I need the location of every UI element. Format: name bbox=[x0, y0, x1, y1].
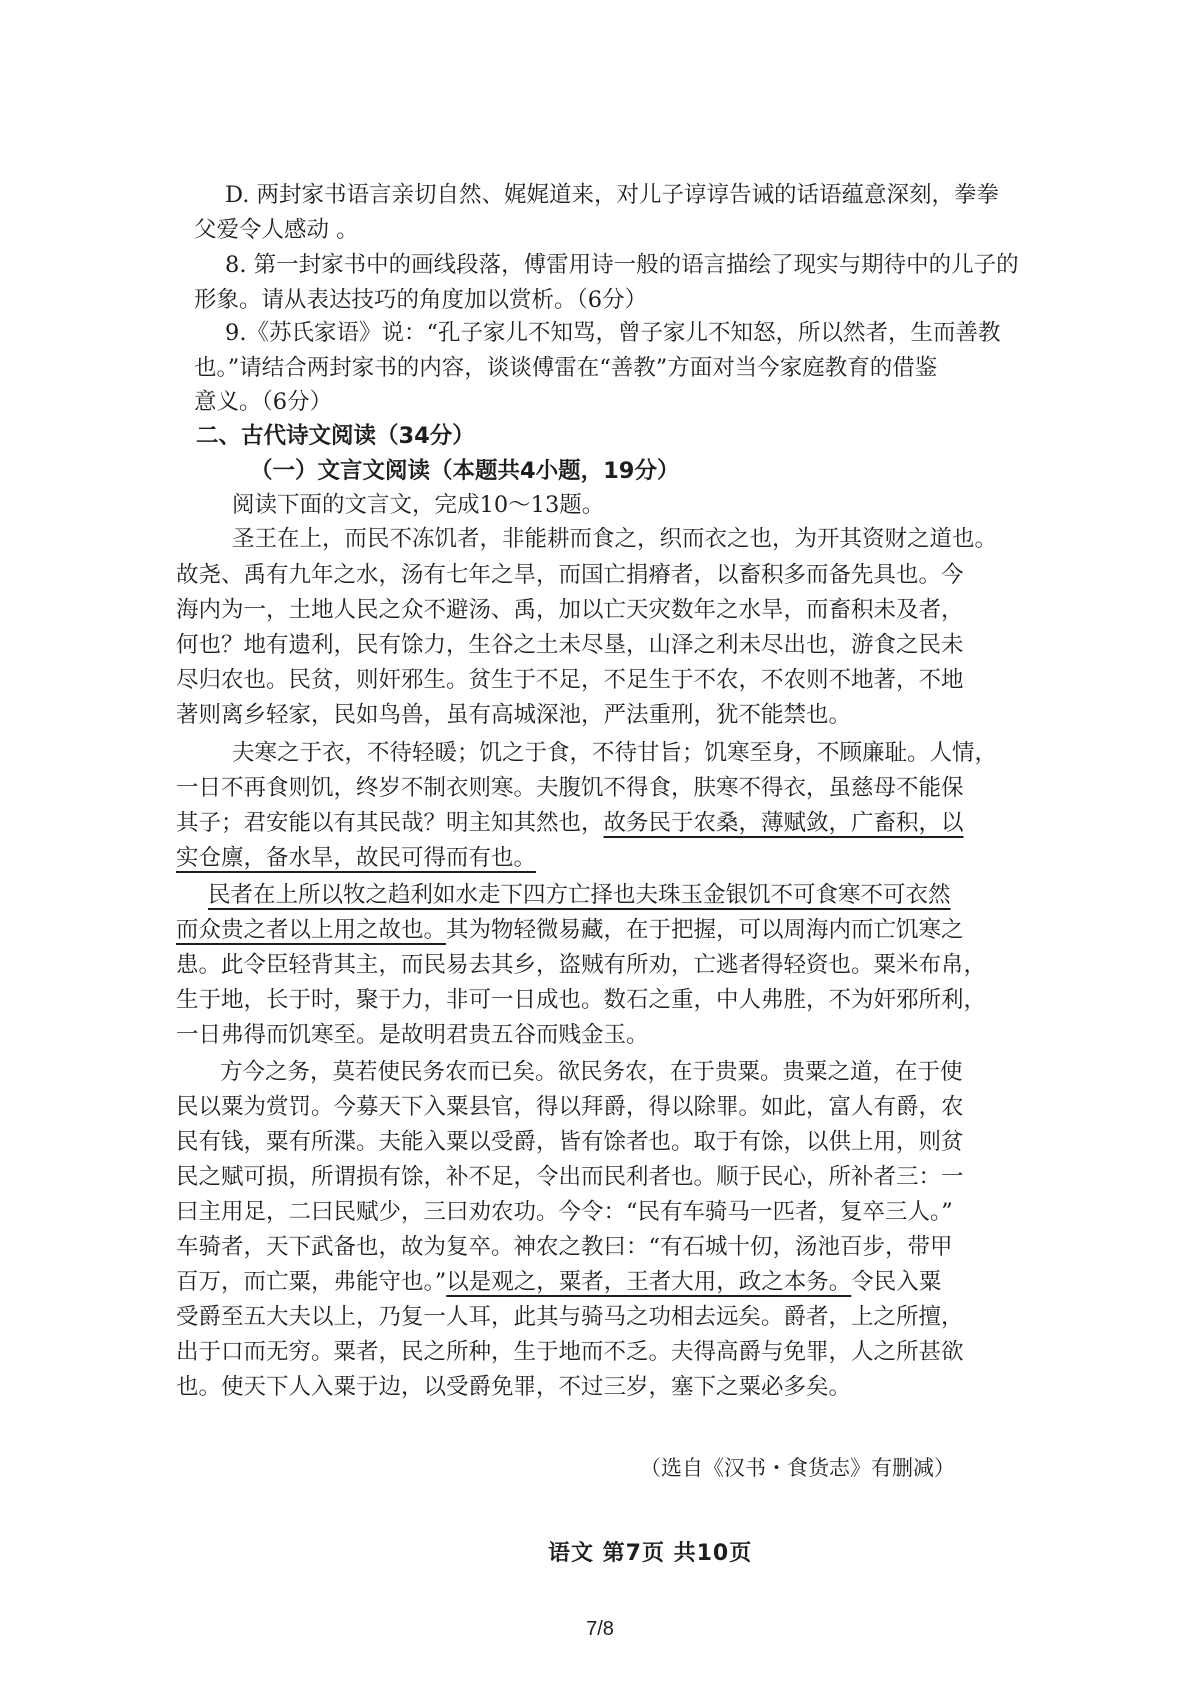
passage-line: 生于地，长于时，聚于力，非可一日成也。数石之重，中人弗胜，不为奸邪所利， bbox=[176, 987, 987, 1013]
passage-line bbox=[176, 915, 964, 945]
passage-line: 圣王在上，而民不冻饥者，非能耕而食之，织而衣之也，为开其资财之道也。 bbox=[232, 526, 998, 552]
passage-line: 尽归农也。民贫，则奸邪生。贫生于不足，不足生于不农，不农则不地著，不地 bbox=[176, 667, 964, 693]
underlined-sentence: 故务民于农桑，薄赋敛，广畜积，以 bbox=[603, 810, 964, 836]
passage-line: 方今之务，莫若使民务农而已矣。欲民务农，在于贵粟。贵粟之道，在于使 bbox=[220, 1059, 963, 1085]
passage-line bbox=[176, 808, 964, 838]
page-footer: 语文 第7页 共10页 bbox=[548, 1541, 753, 1566]
q9-line2: 也。”请结合两封家书的内容，谈谈傅雷在“善教”方面对当今家庭教育的借鉴 bbox=[194, 355, 938, 381]
q8-line2: 形象。请从表达技巧的角度加以赏析。（6分） bbox=[194, 287, 648, 313]
page-number: 7/8 bbox=[586, 1618, 614, 1640]
passage-line bbox=[176, 1267, 941, 1297]
underlined-sentence: 实仓廪，备水旱，故民可得而有也。 bbox=[176, 845, 537, 871]
passage-line: 一日弗得而饥寒至。是故明君贵五谷而贱金玉。 bbox=[176, 1022, 649, 1048]
passage-line: 一日不再食则饥，终岁不制衣则寒。夫腹饥不得食，肤寒不得衣，虽慈母不能保 bbox=[176, 775, 964, 801]
q9-line3: 意义。（6分） bbox=[194, 389, 333, 415]
passage-text: 其为物轻微易藏，在于把握，可以周海内而亡饥寒之 bbox=[446, 917, 964, 943]
passage-text: 其子；君安能以有其民哉？明主知其然也， bbox=[176, 810, 604, 836]
q9-line1: 9.《苏氏家语》说：“孔子家儿不知骂，曾子家儿不知怒，所以然者，生而善教 bbox=[225, 320, 1001, 346]
underlined-sentence: 民者在上所以牧之趋利如水走下四方亡择也夫珠玉金银饥不可食寒不可衣然 bbox=[208, 882, 951, 908]
passage-line: 也。使天下人入粟于边，以受爵免罪，不过三岁，塞下之粟必多矣。 bbox=[176, 1374, 852, 1400]
passage-line: 受爵至五大夫以上，乃复一人耳，此其与骑马之功相去远矣。爵者，上之所擅， bbox=[176, 1304, 964, 1330]
q7-option-d-line2: 父爱令人感动 。 bbox=[194, 217, 359, 243]
instruction: 阅读下面的文言文，完成10～13题。 bbox=[232, 492, 605, 518]
passage-line: 出于口而无穷。粟者，民之所种，生于地而不乏。夫得高爵与免罪，人之所甚欲 bbox=[176, 1339, 964, 1365]
passage-text: 令民入粟 bbox=[851, 1269, 942, 1295]
source-citation: （选自《汉书・食货志》有删减） bbox=[640, 1456, 955, 1480]
q8-line1: 8. 第一封家书中的画线段落，傅雷用诗一般的语言描绘了现实与期待中的儿子的 bbox=[225, 252, 1019, 278]
passage-line: 民以粟为赏罚。今募天下入粟县官，得以拜爵，得以除罪。如此，富人有爵，农 bbox=[176, 1094, 964, 1120]
underlined-sentence: 而众贵之者以上用之故也。 bbox=[176, 917, 447, 943]
passage-line: 患。此令臣轻背其主，而民易去其乡，盗贼有所劝，亡逃者得轻资也。粟米布帛， bbox=[176, 952, 987, 978]
passage-line: 海内为一，土地人民之众不避汤、禹，加以亡天灾数年之水旱，而畜积未及者， bbox=[176, 597, 964, 623]
passage-line: 曰主用足，二曰民赋少，三曰劝农功。今令：“民有车骑马一匹者，复卒三人。” bbox=[176, 1199, 953, 1225]
underlined-sentence: 以是观之，粟者，王者大用，政之本务。 bbox=[446, 1269, 852, 1295]
subsection-title: （一）文言文阅读（本题共4小题，19分） bbox=[250, 458, 680, 484]
q7-option-d-line1: D. 两封家书语言亲切自然、娓娓道来，对儿子谆谆告诫的话语蕴意深刻，拳拳 bbox=[225, 182, 1000, 208]
section2-title: 二、古代诗文阅读（34分） bbox=[196, 423, 475, 449]
passage-line: 民有钱，粟有所渫。夫能入粟以受爵，皆有馀者也。取于有馀，以供上用，则贫 bbox=[176, 1129, 964, 1155]
passage-line: 故尧、禹有九年之水，汤有七年之旱，而国亡捐瘠者，以畜积多而备先具也。今 bbox=[176, 562, 964, 588]
passage-line: 夫寒之于衣，不待轻暖；饥之于食，不待甘旨；饥寒至身，不顾廉耻。人情， bbox=[232, 740, 998, 766]
passage-line: 何也？地有遗利，民有馀力，生谷之土未尽垦，山泽之利未尽出也，游食之民未 bbox=[176, 632, 964, 658]
passage-text: 百万，而亡粟，弗能守也。” bbox=[176, 1269, 447, 1295]
passage-line: 著则离乡轻家，民如鸟兽，虽有高城深池，严法重刑，犹不能禁也。 bbox=[176, 702, 852, 728]
passage-line: 车骑者，天下武备也，故为复卒。神农之教曰：“有石城十仞，汤池百步，带甲 bbox=[176, 1234, 953, 1260]
passage-line: 民之赋可损，所谓损有馀，补不足，令出而民利者也。顺于民心，所补者三：一 bbox=[176, 1164, 964, 1190]
